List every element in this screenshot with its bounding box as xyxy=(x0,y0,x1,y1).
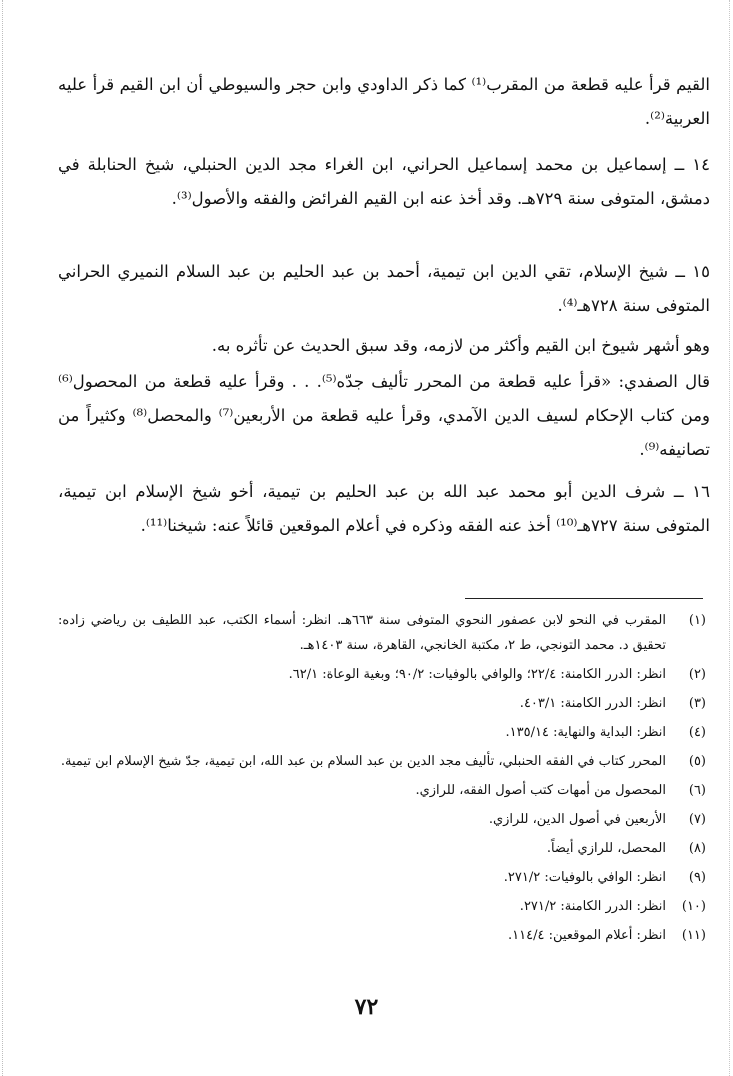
footnote-text: المحرر كتاب في الفقه الحنبلي، تأليف مجد الدين بن عبد السلام بن عبد الله، ابن تيمية، جدّ شيخ الإسلام ابن تيمية. xyxy=(60,754,666,769)
footnote-number: (٦) xyxy=(688,783,706,798)
footnote-number: (٩) xyxy=(688,870,706,885)
footnote-separator xyxy=(465,598,703,599)
footnote-item xyxy=(58,720,706,745)
paragraph-continuation: القيم قرأ عليه قطعة من المقرب⁽¹⁾ كما ذكر الداودي وابن حجر والسيوطي أن ابن القيم قرأ عليه العربية⁽²⁾. xyxy=(58,75,710,128)
footnote-text: المحصول من أمهات كتب أصول الفقه، للرازي. xyxy=(415,783,666,798)
footnote-text: انظر: الدرر الكامنة: ٢٧١/٢. xyxy=(519,899,666,914)
footnote-item xyxy=(58,749,706,774)
footnote-item xyxy=(58,865,706,890)
footnote-text: انظر: الدرر الكامنة: ٤٠٣/١. xyxy=(519,696,666,711)
footnote-list xyxy=(58,608,706,952)
paragraph-quote-safadi: قال الصفدي: «قرأ عليه قطعة من المحرر تأليف جدّه⁽⁵⁾. . . وقرأ عليه قطعة من المحصول⁽⁶⁾ ومن كتاب الإحكام لسيف الدين الآمدي، وقرأ عليه قطعة من الأربعين⁽⁷⁾ والمحصل⁽⁸⁾ وكثيراً من تصانيفه⁽⁹⁾. xyxy=(58,372,710,459)
footnote-text: الأربعين في أصول الدين، للرازي. xyxy=(488,812,666,827)
paragraph-note: وهو أشهر شيوخ ابن القيم وأكثر من لازمه، وقد سبق الحديث عن تأثره به. xyxy=(211,336,710,355)
footnote-item xyxy=(58,894,706,919)
footnote-text: انظر: البداية والنهاية: ١٣٥/١٤. xyxy=(505,725,666,740)
footnote-number: (١٠) xyxy=(681,899,706,914)
footnote-item xyxy=(58,807,706,832)
footnote-number: (٧) xyxy=(688,812,706,827)
footnote-text: انظر: الدرر الكامنة: ٢٢/٤؛ والوافي بالوفيات: ٩٠/٢؛ وبغية الوعاة: ٦٢/١. xyxy=(288,667,666,682)
footnote-number: (١) xyxy=(688,613,706,628)
footnote-number: (٥) xyxy=(688,754,706,769)
footnote-text: انظر: أعلام الموقعين: ١١٤/٤. xyxy=(508,928,666,943)
paragraph-entry-14: ١٤ ــ إسماعيل بن محمد إسماعيل الحراني، ابن الغراء مجد الدين الحنبلي، شيخ الحنابلة في دمشق، المتوفى سنة ٧٢٩هـ. وقد أخذ عنه ابن القيم الفرائض والفقه والأصول⁽³⁾. xyxy=(58,155,710,208)
footnote-text: انظر: الوافي بالوفيات: ٢٧١/٢. xyxy=(503,870,666,885)
paragraph-entry-16: ١٦ ــ شرف الدين أبو محمد عبد الله بن عبد الحليم بن تيمية، أخو شيخ الإسلام ابن تيمية، المتوفى سنة ٧٢٧هـ⁽¹⁰⁾ أخذ عنه الفقه وذكره في أعلام الموقعين قائلاً عنه: شيخنا⁽¹¹⁾. xyxy=(58,482,710,535)
scan-edge-right xyxy=(729,0,730,1076)
footnote-item xyxy=(58,923,706,948)
footnote-number: (٨) xyxy=(688,841,706,856)
footnote-text: المقرب في النحو لابن عصفور النحوي المتوفى سنة ٦٦٣هـ. انظر: أسماء الكتب، عبد اللطيف بن رياضي زاده: تحقيق د. محمد التونجي، ط ٢، مكتبة الخانجي، القاهرة، سنة ١٤٠٣هـ. xyxy=(58,613,666,653)
footnote-item xyxy=(58,836,706,861)
footnote-number: (٣) xyxy=(688,696,706,711)
scan-edge-left xyxy=(2,0,3,1076)
footnote-number: (٤) xyxy=(688,725,706,740)
footnote-item xyxy=(58,691,706,716)
footnote-text: المحصل، للرازي أيضاً. xyxy=(546,841,666,856)
footnote-item xyxy=(58,608,706,658)
footnote-item xyxy=(58,662,706,687)
footnote-number: (١١) xyxy=(681,928,706,943)
page-number: ٧٢ xyxy=(354,994,379,1020)
paragraph-entry-15: ١٥ ــ شيخ الإسلام، تقي الدين ابن تيمية، أحمد بن عبد الحليم بن عبد السلام النميري الحراني المتوفى سنة ٧٢٨هـ⁽⁴⁾. xyxy=(58,262,710,315)
footnote-item xyxy=(58,778,706,803)
footnote-number: (٢) xyxy=(688,667,706,682)
